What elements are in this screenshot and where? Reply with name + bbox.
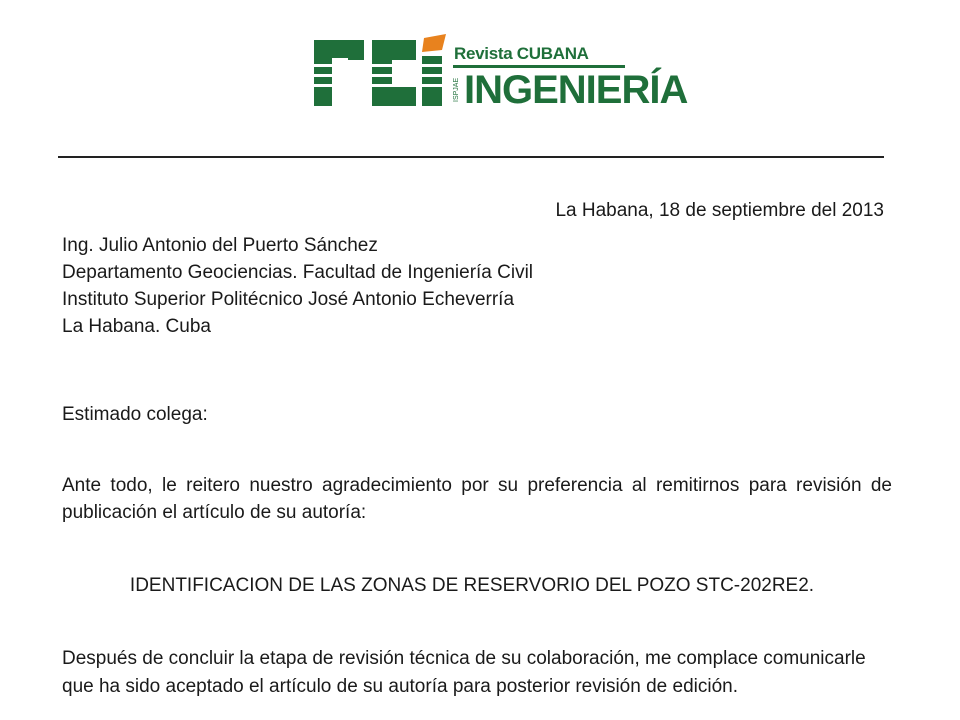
logo-side-text: ISPJAE — [453, 77, 460, 103]
recipient-address — [62, 232, 533, 340]
address-line-institute: Instituto Superior Politécnico José Antonio Echeverría — [62, 289, 515, 310]
paragraph-intro: Ante todo, le reitero nuestro agradecimiento por su preferencia al remitirnos para revisión de publicación el artículo de su autoría: — [62, 475, 892, 523]
address-line-department: Departamento Geociencias. Facultad de Ingeniería Civil — [62, 262, 534, 283]
address-line-name: Ing. Julio Antonio del Puerto Sánchez — [62, 235, 378, 256]
logo-small-text: Revista CUBANA — [454, 44, 589, 63]
greeting: Estimado colega: — [62, 404, 208, 425]
article-title: IDENTIFICACION DE LAS ZONAS DE RESERVORIO DEL POZO STC-202RE2. — [129, 575, 815, 596]
address-line-city: La Habana. Cuba — [62, 316, 211, 337]
rci-logo-mark — [312, 34, 452, 112]
logo-main-text: INGENIERÍA — [464, 68, 688, 112]
date-line: La Habana, 18 de septiembre del 2013 — [555, 200, 884, 221]
journal-logo — [312, 34, 688, 114]
header-divider — [58, 156, 884, 158]
paragraph-acceptance: Después de concluir la etapa de revisión técnica de su colaboración, me complace comunicarle que ha sido aceptado el artículo de su autoría para posterior revisión de edición. — [62, 648, 866, 697]
